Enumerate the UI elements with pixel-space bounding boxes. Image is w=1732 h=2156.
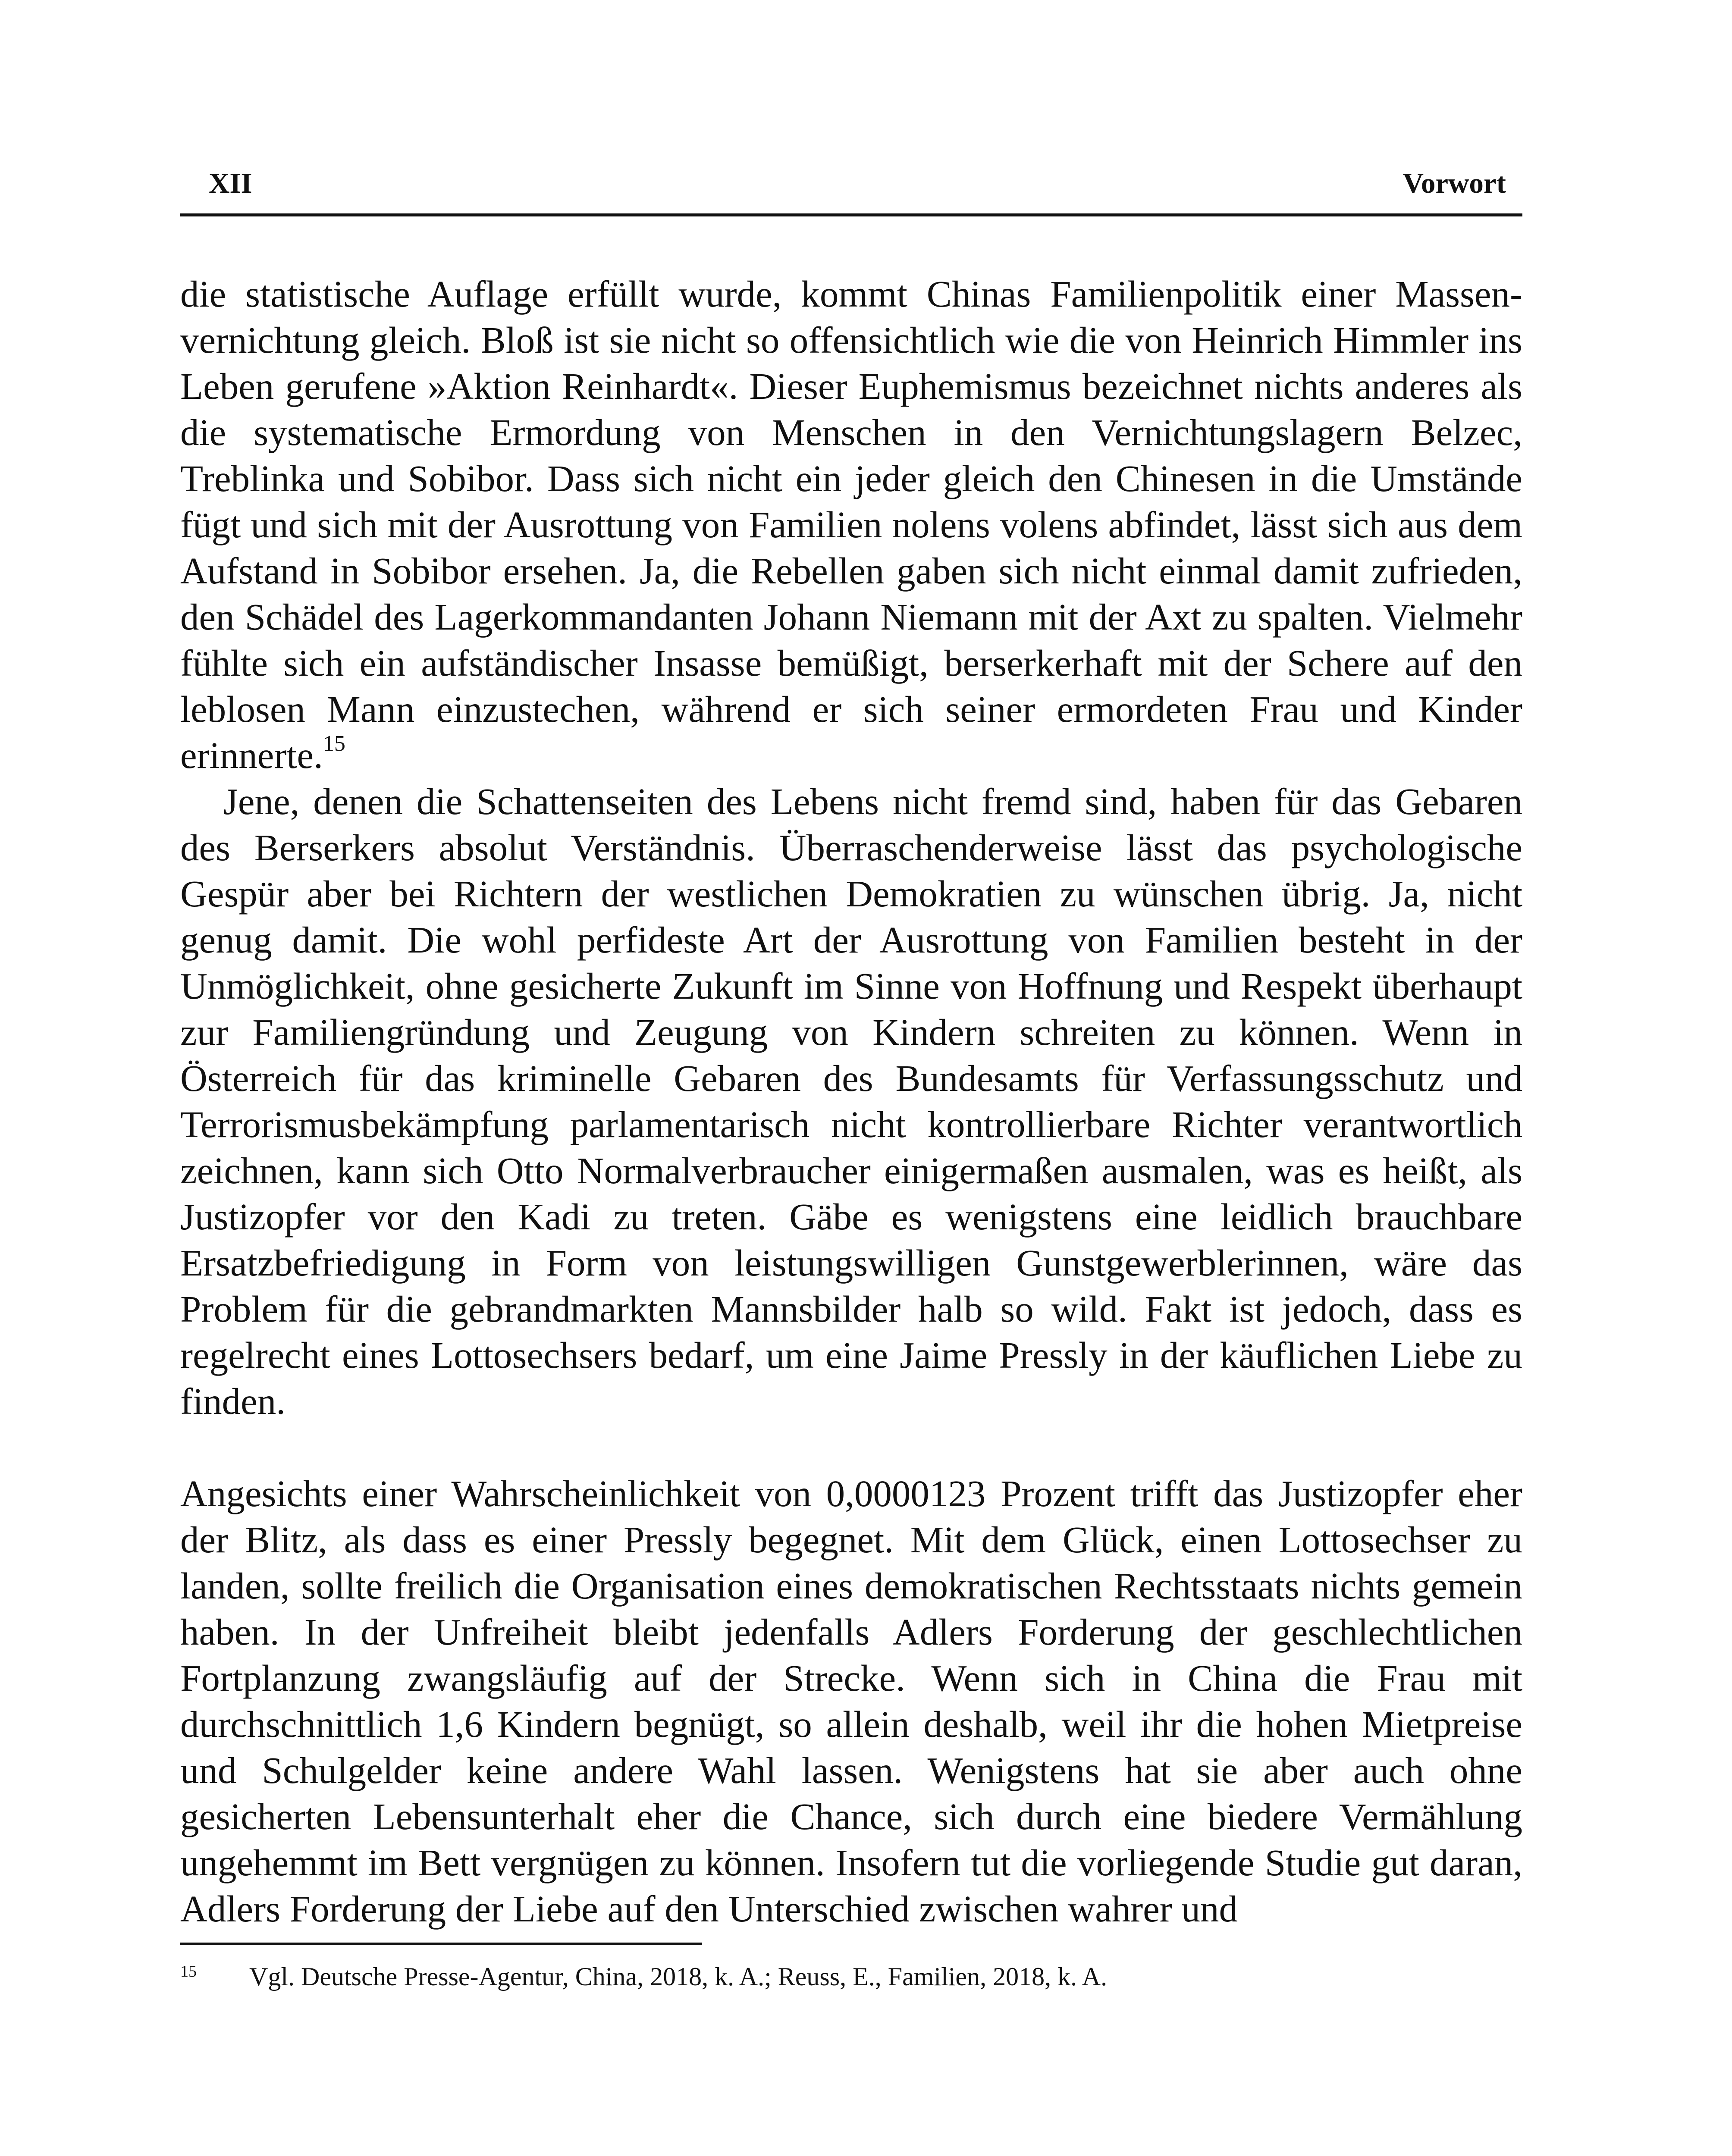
- page-number: XII: [209, 167, 252, 199]
- footnote-reference-15[interactable]: 15: [323, 731, 345, 756]
- paragraph-1-text: die statistische Auflage erfüllt wurde, kommt Chinas Familienpolitik einer Massenvernichtung gleich. Bloß ist sie nicht so offensichtlich wie die von Heinrich Himmler ins Leben gerufene »Aktion Reinhardt«. Dieser Euphemismus bezeichnet nichts anderes als die systematische Ermordung von Menschen in den Vernichtungslagern Belzec, Treblinka und Sobibor. Dass sich nicht ein jeder gleich den Chinesen in die Umstände fügt und sich mit der Ausrottung von Familien nolens volens abfindet, lässt sich aus dem Aufstand in Sobibor ersehen. Ja, die Rebellen gaben sich nicht einmal damit zufrieden, den Schädel des Lagerkommandanten Johann Niemann mit der Axt zu spalten. Vielmehr fühlte sich ein aufständischer Insasse bemüßigt, berserkerhaft mit der Schere auf den leblosen Mann einzustechen, während er sich seiner ermordeten Frau und Kinder erinnerte.: [180, 273, 1522, 776]
- section-title: Vorwort: [1403, 167, 1506, 199]
- paragraph-1: [180, 271, 1522, 778]
- footnote-number: 15: [180, 1962, 197, 1981]
- paragraph-2: Jene, denen die Schattenseiten des Lebens nicht fremd sind, haben für das Gebaren des Berserkers absolut Verständnis. Überraschenderweise lässt das psychologische Gespür aber bei Richtern der westlichen Demokratien zu wünschen übrig. Ja, nicht genug damit. Die wohl perfideste Art der Ausrottung von Familien besteht in der Unmöglichkeit, ohne gesicherte Zukunft im Sinne von Hoffnung und Respekt überhaupt zur Familiengründung und Zeugung von Kindern schreiten zu können. Wenn in Österreich für das kriminelle Gebaren des Bundesamts für Verfassungsschutz und Terrorismusbekämpfung parlamentarisch nicht kontrollierbare Richter verantwortlich zeichnen, kann sich Otto Normalverbraucher einigermaßen ausmalen, was es heißt, als Justizopfer vor den Kadi zu treten. Gäbe es wenigstens eine leidlich brauchbare Ersatzbefriedigung in Form von leistungswilligen Gunstgewerblerinnen, wäre das Problem für die gebrandmarkten Mannsbilder halb so wild. Fakt ist jedoch, dass es regelrecht eines Lottosechsers bedarf, um eine Jaime Pressly in der käuflichen Liebe zu finden.: [180, 780, 1522, 1422]
- footnote-15: [180, 1961, 1522, 1992]
- running-header: [180, 166, 1522, 216]
- footnote-divider: [180, 1943, 702, 1945]
- paragraph-3: Angesichts einer Wahrscheinlichkeit von 0,0000123 Prozent trifft das Justizopfer eher der Blitz, als dass es einer Pressly begegnet. Mit dem Glück, einen Lottosechser zu landen, sollte freilich die Organisation eines demokratischen Rechtsstaats nichts gemein haben. In der Unfreiheit bleibt jedenfalls Adlers Forderung der geschlechtlichen Fortplanzung zwangsläufig auf der Strecke. Wenn sich in China die Frau mit durchschnittlich 1,6 Kindern begnügt, so allein deshalb, weil ihr die hohen Mietpreise und Schulgelder keine andere Wahl lassen. Wenigstens hat sie aber auch ohne gesicherten Lebensunterhalt eher die Chance, sich durch eine biedere Vermählung ungehemmt im Bett vergnügen zu können. Insofern tut die vorliegende Studie gut daran, Adlers Forderung der Liebe auf den Unterschied zwischen wahrer und: [180, 1473, 1522, 1930]
- footnote-text: Vgl. Deutsche Presse-Agentur, China, 2018, k. A.; Reuss, E., Familien, 2018, k. A.: [249, 1962, 1108, 1991]
- body-text: [180, 271, 1522, 1932]
